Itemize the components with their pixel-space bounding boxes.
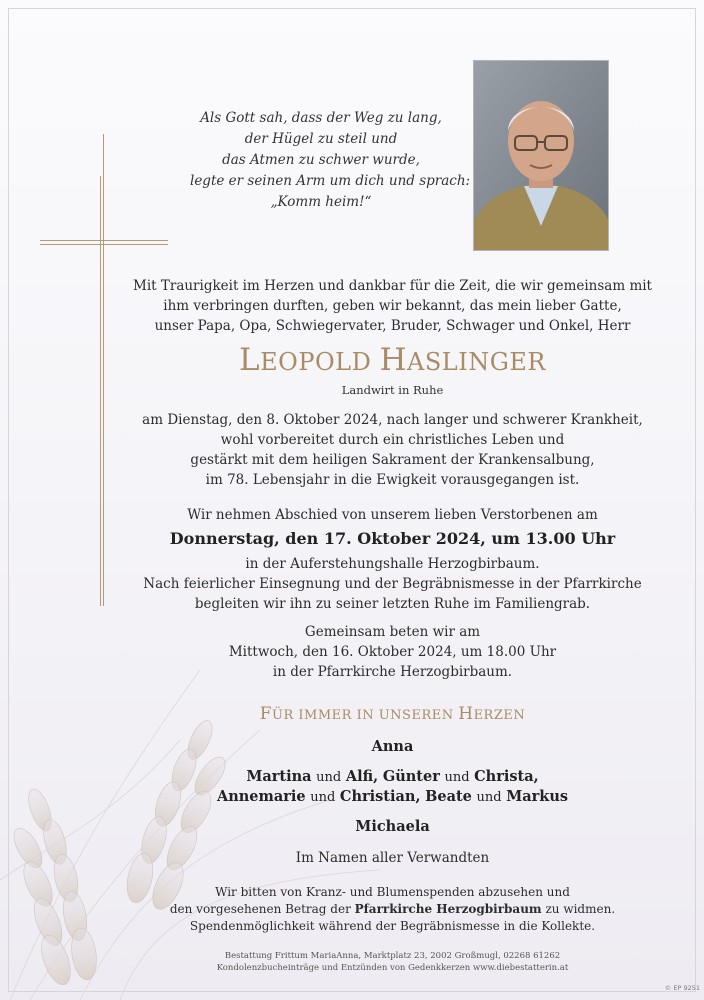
name-initial: L (239, 342, 261, 378)
death-notice (120, 410, 665, 490)
family-member (120, 736, 665, 758)
donation-line (120, 901, 665, 918)
family-conjunction: und (316, 770, 342, 785)
donation-recipient: Pfarrkirche Herzogbirbaum (354, 902, 542, 916)
funeral-details (120, 554, 665, 614)
funeral-line: begleiten wir ihn zu seiner letzten Ruhe im Familiengrab. (194, 596, 591, 612)
memorial-heading (120, 704, 665, 724)
footer-line: Bestattung Frittum MariaAnna, Marktplatz 23, 2002 Großmugl, 02268 61262 (224, 951, 561, 961)
death-line: am Dienstag, den 8. Oktober 2024, nach langer und schwerer Krankheit, (142, 412, 643, 428)
poem-quote (190, 108, 471, 213)
quote-line: der Hügel zu steil und (244, 131, 398, 147)
memorial-initial-2: H (458, 704, 474, 724)
intro-line: ihm verbringen durften, geben wir bekannt, das mein lieber Gatte, (163, 298, 622, 314)
memorial-initial: F (259, 704, 273, 724)
announcement-intro (120, 276, 665, 336)
prayer-line: in der Pfarrkirche Herzogbirbaum. (272, 664, 513, 680)
donation-text: den vorgesehenen Betrag der (169, 902, 355, 916)
prayer-line: Gemeinsam beten wir am (304, 624, 481, 640)
donation-line: Wir bitten von Kranz- und Blumenspenden abzusehen und (215, 885, 570, 899)
family-name: Annemarie (216, 788, 306, 805)
footer-line: Kondolenzbucheinträge und Entzünden von Gedenkkerzen www.diebestatterin.at (216, 963, 569, 973)
quote-line: das Atmen zu schwer wurde, (222, 152, 420, 168)
funeral-line: in der Auferstehungshalle Herzogbirbaum. (245, 556, 540, 572)
print-code: © EP 9251 (664, 984, 700, 992)
family-name: Christian, (339, 788, 421, 805)
funeral-line: Nach feierlicher Einsegnung und der Begräbnismesse in der Pfarrkirche (143, 576, 642, 592)
family-name: Christa, (474, 768, 539, 785)
family-name: Markus (506, 788, 569, 805)
funeral-home-footer (120, 950, 665, 974)
family-name: Alfi, (345, 768, 379, 785)
name-rest: EOPOLD (260, 348, 372, 376)
relatives-line: Im Namen aller Verwandten (295, 850, 490, 866)
family-row (120, 786, 665, 808)
family-conjunction: und (444, 770, 470, 785)
memorial-rest: ÜR IMMER IN UNSEREN (272, 708, 459, 723)
cross-vertical-line (103, 134, 104, 606)
quote-line: Als Gott sah, dass der Weg zu lang, (200, 110, 442, 126)
occupation: Landwirt in Ruhe (341, 383, 444, 397)
intro-line: Mit Traurigkeit im Herzen und dankbar für die Zeit, die wir gemeinsam mit (133, 278, 652, 294)
family-name: Günter (382, 768, 440, 785)
donation-note (120, 884, 665, 935)
family-name: Michaela (355, 818, 430, 835)
quote-line: legte er seinen Arm um dich und sprach: (190, 173, 471, 189)
family-member (120, 816, 665, 838)
family-name: Martina (246, 768, 312, 785)
family-conjunction: und (310, 790, 336, 805)
donation-line: Spendenmöglichkeit während der Begräbnismesse in die Kollekte. (189, 919, 596, 933)
portrait-photo (473, 60, 609, 251)
funeral-intro-line: Wir nehmen Abschied von unserem lieben Verstorbenen am (187, 507, 598, 523)
death-line: wohl vorbereitet durch ein christliches Leben und (220, 432, 565, 448)
family-name: Beate (425, 788, 472, 805)
deceased-name (120, 342, 665, 378)
prayer-line: Mittwoch, den 16. Oktober 2024, um 18.00 Uhr (228, 644, 557, 660)
intro-line: unser Papa, Opa, Schwiegervater, Bruder, Schwager und Onkel, Herr (154, 318, 631, 334)
donation-text: zu widmen. (541, 902, 616, 916)
prayer-notice (120, 622, 665, 682)
death-line: im 78. Lebensjahr in die Ewigkeit vorausgegangen ist. (205, 472, 580, 488)
cross-horizontal-line (40, 244, 168, 245)
surname-initial: H (379, 342, 408, 378)
family-conjunction: und (476, 790, 502, 805)
surname-rest: ASLINGER (407, 348, 546, 376)
cross-horizontal-line (40, 240, 168, 241)
family-name: Anna (371, 738, 414, 755)
funeral-intro (120, 505, 665, 525)
memorial-rest-2: ERZEN (473, 708, 526, 723)
death-line: gestärkt mit dem heiligen Sakrament der Krankensalbung, (190, 452, 595, 468)
funeral-date: Donnerstag, den 17. Oktober 2024, um 13.00 Uhr (169, 529, 616, 548)
family-row (120, 766, 665, 788)
relatives-note (120, 848, 665, 868)
quote-line: „Komm heim!“ (270, 194, 372, 210)
